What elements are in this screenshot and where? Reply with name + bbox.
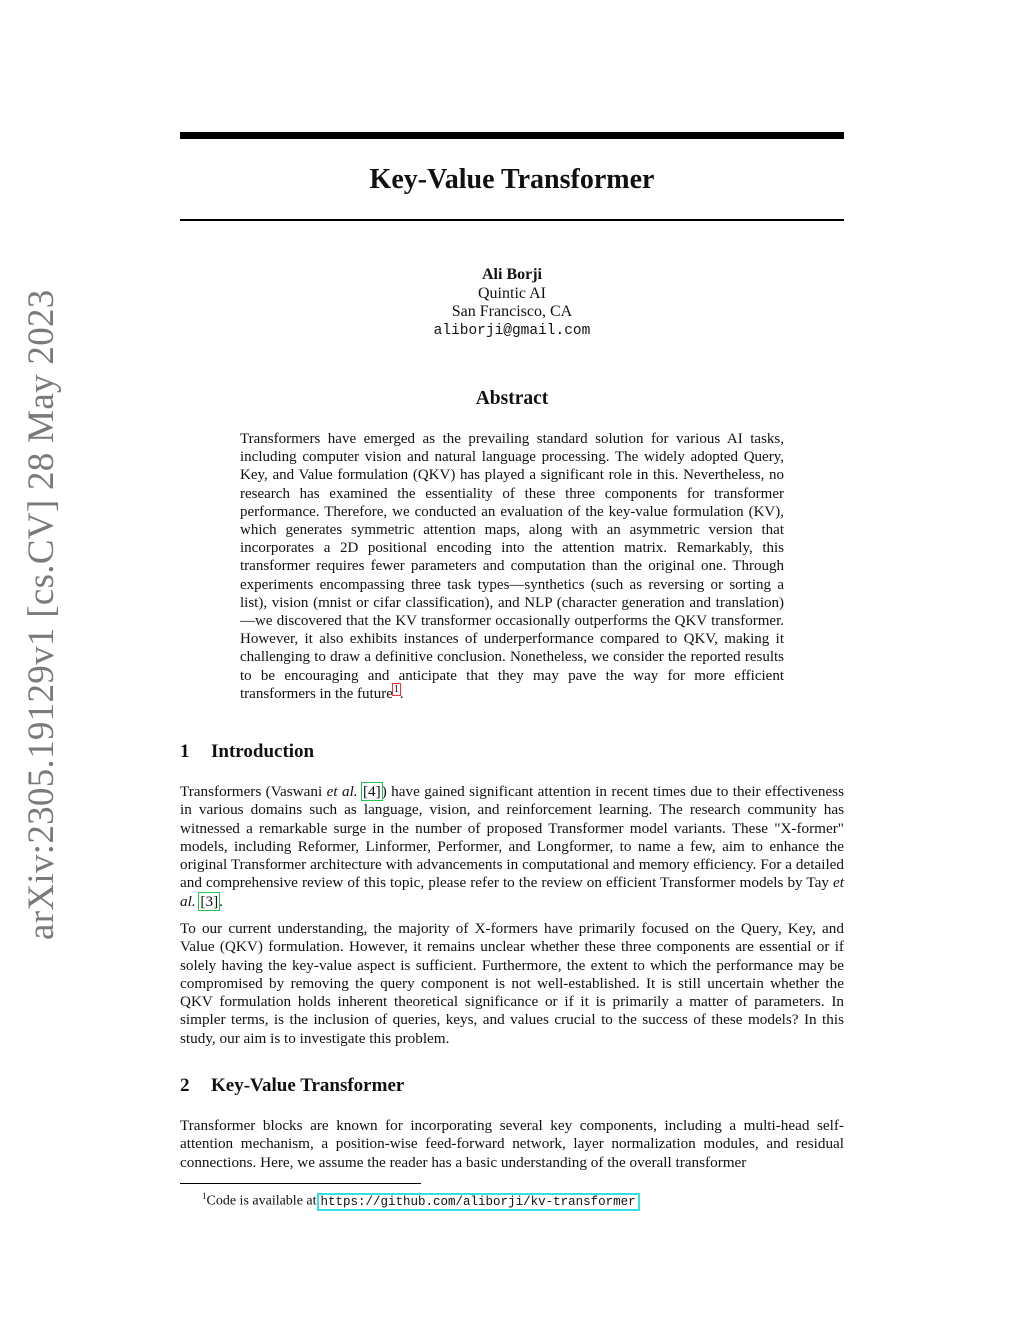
author-email[interactable]: aliborji@gmail.com (433, 322, 591, 339)
title-top-rule (180, 132, 844, 139)
abstract-heading: Abstract (475, 388, 549, 409)
text-run: ) have gained significant attention in recent times due to their effectiveness in various domains such as language, vision, and reinforcement learning. The research community has witnessed a remarkable surge in the number of proposed Transformer model variants. These "X-former" models, including Reformer, Linformer, Performer, and Longformer, to name a few, aim to enhance the original Transformer architecture with advancements in computational and memory efficiency. For a detailed and comprehensive review of this topic, please refer to the review on efficient Transformer models by Tay (180, 783, 845, 892)
author-name: Ali Borji (482, 266, 542, 283)
abstract-body (240, 430, 784, 703)
citation-link[interactable]: [3] (200, 892, 219, 910)
footnote-link[interactable]: 1 (393, 683, 399, 695)
footnote-text: Code is available at (206, 1193, 317, 1209)
section-heading-key-value-transformer (180, 1074, 844, 1098)
footnote-rule (180, 1183, 421, 1184)
text-run: . (219, 892, 223, 910)
code-url-link[interactable]: https://github.com/aliborji/kv-transformer (320, 1194, 636, 1209)
section-heading-introduction (180, 740, 844, 764)
text-run: Transformers (Vaswani (180, 783, 327, 800)
et-al: et al. (326, 783, 358, 800)
section-number: 2 (180, 1075, 190, 1096)
section-number: 1 (180, 741, 190, 762)
abstract-text: Transformers have emerged as the prevailing standard solution for various AI tasks, including computer vision and natural language processing. The widely adopted Query, Key, and Value formulation (QKV) has played a significant role in this. Nevertheless, no research has examined the essentiality of these three components for transformer performance. Therefore, we conducted an evaluation of the key-value formulation (KV), which generates symmetric attention maps, along with an asymmetric version that incorporates a 2D positional encoding into the attention matrix. Remarkably, this transformer requires fewer parameters and computation than the original one. Through experiments encompassing three task types—synthetics (such as reversing or sorting a list), vision (mnist or cifar classification), and NLP (character generation and translation)—we discovered that the KV transformer occasionally outperforms the QKV transformer. However, it also exhibits instances of underperformance compared to QKV, making it challenging to draw a definitive conclusion. Nonetheless, we consider the reported results to be encouraging and anticipate that they may pave the way for more efficient transformers in the future (240, 431, 784, 702)
author-block (180, 266, 844, 340)
arxiv-stamp: arXiv:2305.19129v1 [cs.CV] 28 May 2023 (21, 289, 62, 940)
title-bottom-rule (180, 219, 844, 221)
paper-title: Key-Value Transformer (369, 164, 655, 195)
footnote (202, 1187, 638, 1211)
section-title: Introduction (211, 741, 315, 762)
author-location: San Francisco, CA (451, 303, 573, 320)
citation-link[interactable]: [4] (363, 783, 381, 800)
section-title: Key-Value Transformer (211, 1075, 405, 1096)
footnote-mark: 1 (202, 1191, 207, 1201)
intro-paragraph-2: To our current understanding, the majority of X-formers have primarily focused on the Query, Key, and Value (QKV) formulation. However, it remains unclear whether these three components are essential or if solely having the key-value aspect is sufficient. Furthermore, the extent to which the performance may be compromised by removing the query component is not well-established. It is still uncertain whether the QKV formulation holds inherent theoretical significance or if it is primarily a matter of parameters. In simpler terms, is the inclusion of queries, keys, and values crucial to the success of these models? In this study, our aim is to investigate this problem. (180, 920, 844, 1047)
kv-paragraph-1: Transformer blocks are known for incorporating several key components, including a multi-head self-attention mechanism, a position-wise feed-forward network, layer normalization modules, and residual connections. Here, we assume the reader has a basic understanding of the overall transformer (180, 1117, 844, 1171)
author-affiliation: Quintic AI (478, 284, 546, 302)
et-al: et al. (180, 874, 844, 910)
abstract-end: . (399, 685, 404, 702)
intro-paragraph-1 (180, 783, 844, 911)
